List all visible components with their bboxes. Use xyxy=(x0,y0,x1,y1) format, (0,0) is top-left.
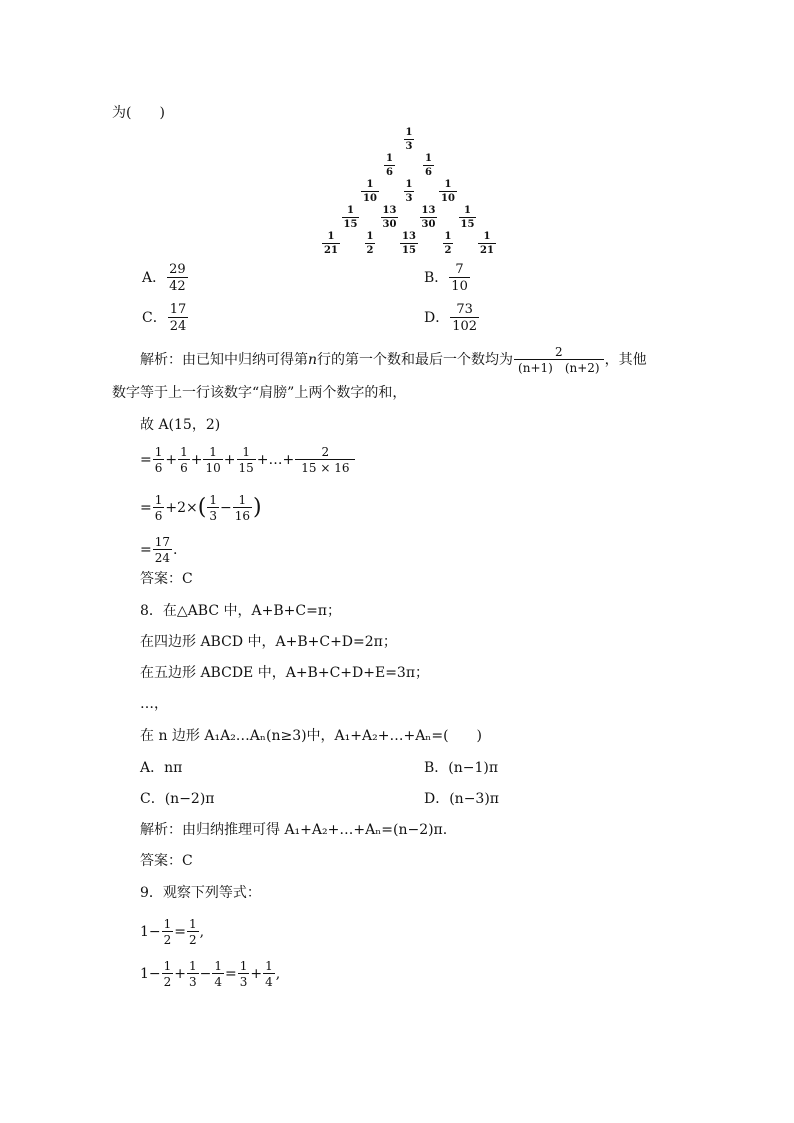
triangle-cell: $\frac{13}{30}$ xyxy=(382,205,397,230)
equation-line-2: = $\frac{1}{6}$ +2×( $\frac{1}{3}$ − $\frac{1}{16}$ ) xyxy=(140,493,262,523)
equation-line-1: = $\frac{1}{6}$ + $\frac{1}{6}$ + $\frac{1}{10}$ + $\frac{1}{15}$ +…+ $\frac{2}{15 \times 16}$ xyxy=(140,446,356,474)
option-b: B． $\frac{7}{10}$ xyxy=(424,262,468,294)
analysis-line-1: 解析：由已知中归纳可得第n行的第一个数和最后一个数均为 $\frac{2}{(n+1) (n+2)}$ ，其他 xyxy=(140,345,647,375)
triangle-cell: $\frac{1}{2}$ xyxy=(444,231,452,256)
option-d: D． $\frac{73}{102}$ xyxy=(424,302,478,334)
option-c: C． $\frac{17}{24}$ xyxy=(142,302,187,334)
q8-line-4: …， xyxy=(140,696,168,712)
q8-option-c: C．(n−2)π xyxy=(140,791,215,807)
question-stem-tail: 为( ) xyxy=(112,105,165,121)
triangle-cell: $\frac{1}{15}$ xyxy=(460,205,475,230)
triangle-cell: $\frac{1}{21}$ xyxy=(480,231,494,256)
triangle-cell: $\frac{1}{6}$ xyxy=(386,153,393,178)
triangle-cell: $\frac{1}{10}$ xyxy=(441,179,455,204)
q9-equation-2: 1− $\frac{1}{2}$ + $\frac{1}{3}$ − $\frac{1}{4}$ = $\frac{1}{3}$ + $\frac{1}{4}$ , xyxy=(140,959,281,989)
triangle-cell: $\frac{1}{21}$ xyxy=(324,231,338,256)
triangle-cell: $\frac{1}{10}$ xyxy=(363,179,377,204)
q8-line-5: 在 n 边形 A₁A₂…Aₙ(n≥3)中，A₁+A₂+…+Aₙ=( ) xyxy=(140,728,483,744)
triangle-cell: $\frac{1}{15}$ xyxy=(343,205,358,230)
equation-line-3: = $\frac{17}{24}$ . xyxy=(140,535,178,565)
triangle-cell: $\frac{1}{3}$ xyxy=(405,127,413,152)
triangle-cell: $\frac{13}{15}$ xyxy=(402,231,416,256)
analysis-line-2: 数字等于上一行该数字“肩膀”上两个数字的和， xyxy=(112,385,407,401)
q8-option-b: B．(n−1)π xyxy=(424,760,499,776)
q8-line-2: 在四边形 ABCD 中，A+B+C+D=2π； xyxy=(140,634,397,650)
q8-analysis: 解析：由归纳推理可得 A₁+A₂+…+Aₙ=(n−2)π. xyxy=(140,822,448,838)
q8-option-a: A．nπ xyxy=(140,760,183,776)
q8-line-3: 在五边形 ABCDE 中，A+B+C+D+E=3π； xyxy=(140,665,430,681)
triangle-cell: $\frac{1}{2}$ xyxy=(366,231,374,256)
q9-title: 9．观察下列等式： xyxy=(140,885,261,901)
q9-equation-1: 1− $\frac{1}{2}$ = $\frac{1}{2}$ , xyxy=(140,917,205,947)
triangle-cell: $\frac{13}{30}$ xyxy=(421,205,436,230)
hence-line: 故 A(15，2) xyxy=(140,417,221,433)
answer-q8: 答案：C xyxy=(140,853,193,869)
answer-q7: 答案：C xyxy=(140,571,193,587)
q8-line-1: 8．在△ABC 中，A+B+C=π； xyxy=(140,603,341,619)
triangle-cell: $\frac{1}{3}$ xyxy=(405,179,413,204)
triangle-cell: $\frac{1}{6}$ xyxy=(425,153,432,178)
option-a: A． $\frac{29}{42}$ xyxy=(142,262,186,294)
q8-option-d: D．(n−3)π xyxy=(424,791,500,807)
